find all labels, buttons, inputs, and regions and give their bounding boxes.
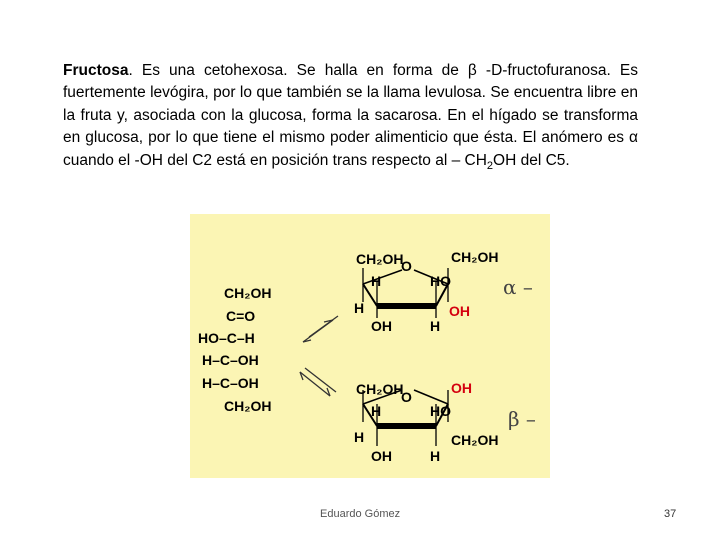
alpha-h-upper: H: [371, 273, 382, 289]
alpha-ho-upper: HO: [430, 273, 451, 289]
beta-oh-red: OH: [451, 380, 472, 396]
beta-ch2oh-left: CH₂OH: [356, 381, 404, 397]
chain-c4: H–C–OH: [202, 352, 259, 368]
chain-top-ch2oh: CH₂OH: [224, 285, 272, 301]
alpha-oh-lower: OH: [371, 318, 392, 334]
subscript-2: 2: [486, 159, 494, 172]
ch-text: CH: [464, 151, 487, 169]
beta-h-lower: H: [430, 448, 441, 464]
alpha-h-left: H: [354, 300, 365, 316]
chain-c2: C=O: [226, 308, 256, 324]
beta-label: β –: [508, 407, 536, 431]
chain-bottom-ch2oh: CH₂OH: [224, 398, 272, 414]
beta-ch2oh-right: CH₂OH: [451, 432, 499, 448]
chain-c5: H–C–OH: [202, 375, 259, 391]
beta-ho-upper: HO: [430, 403, 451, 419]
beta-ring-o: O: [401, 389, 412, 405]
paragraph-text: [63, 60, 638, 177]
alpha-ch2oh-right: CH₂OH: [451, 249, 499, 265]
beta-h-left: H: [354, 429, 365, 445]
term-fructosa: Fructosa: [63, 62, 129, 79]
alpha-ch2oh-left: CH₂OH: [356, 251, 404, 267]
alpha-oh-red: OH: [449, 303, 470, 319]
alpha-ring-o: O: [401, 258, 412, 274]
paragraph-body-2: OH del C5.: [493, 151, 570, 169]
paragraph-body-1: . Es una cetohexosa. Se halla en forma de β -D-fructofuranosa. Es fuertemente levógira, por lo que también se la llama levulosa. Se encuentra libre en la fruta y, asociada con la glucosa, forma la sacarosa. En el hígado se transforma en glucosa, por lo que tiene el mismo poder alimenticio que ésta. El anómero es α cuando el -OH del C2 está en posición trans respecto al –: [63, 62, 638, 169]
fructose-structures-figure: [190, 214, 550, 478]
structures-svg: [190, 214, 550, 478]
page-number: 37: [664, 508, 677, 520]
chain-c3: HO–C–H: [198, 330, 255, 346]
alpha-label: α –: [503, 275, 533, 299]
footer-author: Eduardo Gómez: [320, 508, 401, 520]
beta-oh-lower: OH: [371, 448, 392, 464]
alpha-h-lower: H: [430, 318, 441, 334]
beta-h-upper: H: [371, 403, 382, 419]
fructose-paragraph: [63, 60, 638, 177]
